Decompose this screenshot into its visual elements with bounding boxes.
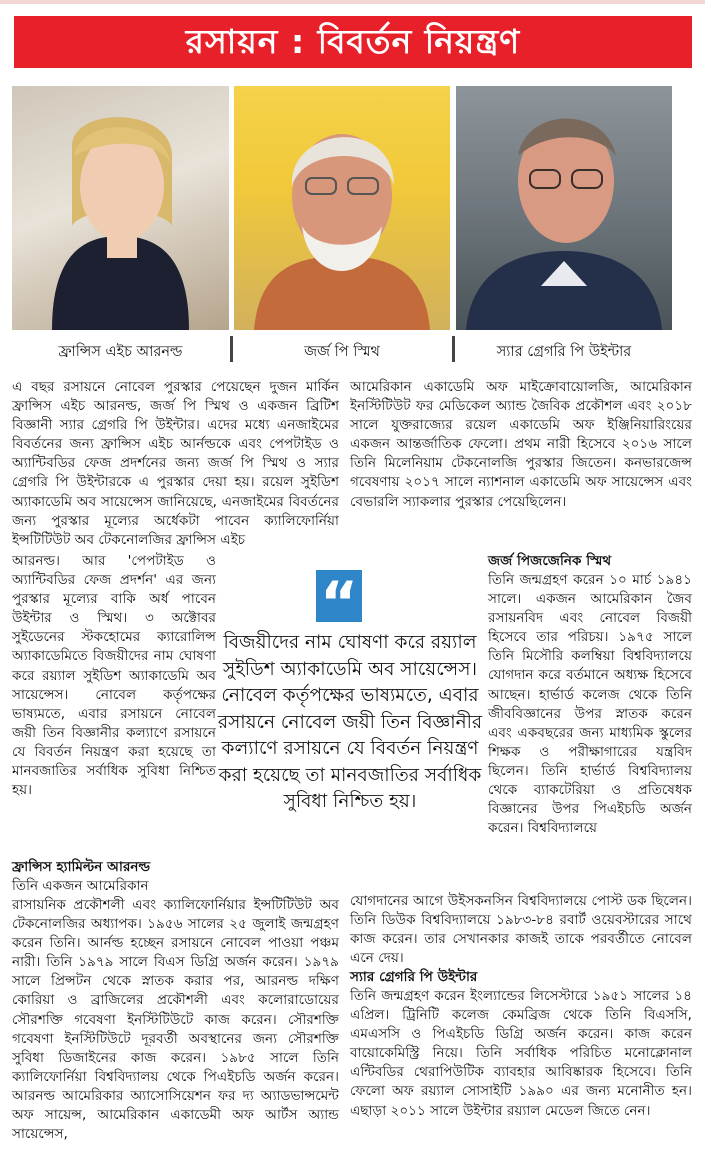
smith-text: তিনি জন্মগ্রহণ করেন ১০ মার্চ ১৯৪১ সালে। একজন আমেরিকান জৈব রসায়নবিদ এবং নোবেল বিজয়ী হিসেবে তার পরিচয়। ১৯৭৫ সালে তিনি মিসৌরি কলম্বিয়া বিশ্ববিদ্যালয়ে যোগদান করে বর্তমানে অধ্যক্ষ হিসেবে আছেন। হার্ভার্ড কলেজ থেকে তিনি জীববিজ্ঞানের উপর স্নাতক করেন এবং একবছরের জন্য মাধ্যমিক স্কুলের শিক্ষক ও পরীক্ষাগারের যন্ত্রবিদ ছিলেন। তিনি হার্ভার্ড বিশ্ববিদ্যালয় থেকে ব্যাকটেরিয়া ও প্রতিষেধক বিজ্ঞানের উপর পিএইচডি অর্জন করেন। বিশ্ববিদ্যালয়ে <box>488 572 692 837</box>
winter-text: তিনি জন্মগ্রহণ করেন ইংল্যান্ডের লিসেস্টারে ১৯৫১ সালের ১৪ এপ্রিল। ট্রিনিটি কলেজ কেমব্রিজ থেকে তিনি বিএসসি, এমএসসি ও পিএইচডি ডিগ্রি অর্জন করেন। কাজ করেন বায়োকেমিস্ট্রি নিয়ে। তিনি সর্বাধিক পরিচিত মনোক্লোনাল এন্টিবডির থেরাপিউটিক ব্যাবহার আবিষ্কারক হিসেবে। তিনি ফেলো অফ রয়্যাল সোসাইটি ১৯৯০ এর জন্য মনোনীত হন। এছাড়া ২০১১ সালে উইন্টার রয়্যাল মেডেল জিতে নেন। <box>350 988 692 1119</box>
arnold-text: রাসায়নিক প্রকৌশলী এবং ক্যালিফোর্নিয়ার ইন্সটিটিউট অব টেকনোলজির অধ্যাপক। ১৯৫৬ সালের ২৫ জুলাই জন্মগ্রহণ করেন তিনি। আর্নল্ড হচ্ছেন রসায়নে নোবেল পাওয়া পঞ্চম নারী। তিনি ১৯৭৯ সালে বিএস ডিগ্রি অর্জন করেন। ১৯৭৯ সালে প্রিন্সটন থেকে স্নাতক করার পর, আরনল্ড দক্ষিণ কোরিয়া ও ব্রাজিলের প্রকৌশলী এবং কলোরাডোয়ের সৌরশক্তি গবেষণা ইনস্টিটিউটে কাজ করেন। সৌরশক্তি গবেষণা ইনস্টিটিউটে দূরবর্তী অবস্থানের জন্য সৌরশক্তি সুবিধা ডিজাইনের কাজ করেন। ১৯৮৫ সালে তিনি ক্যালিফোর্নিয়া বিশ্ববিদ্যালয় থেকে পিএইচডি অর্জন করেন। আরনল্ড আমেরিকার অ্যাসোসিয়েশন ফর দ্য অ্যাডভান্সমেন্ট অফ সায়েন্স, আমেরিকান একাডেমী অফ আর্টস অ্যান্ড সায়েন্সেস, <box>12 897 339 1143</box>
photo-george-smith <box>234 86 450 330</box>
arnold-line1: তিনি একজন আমেরিকান <box>12 878 149 894</box>
arnold-continued: আমেরিকান একাডেমি অফ মাইক্রোবায়োলজি, আমেরিকান ইনস্টিটিউট ফর মেডিকেল অ্যান্ড জৈবিক প্রকৌশল এবং ২০১৮ সালে যুক্তরাজ্যের রয়েল একাডেমি অফ ইঞ্জিনিয়ারিংয়ের একজন আন্তর্জাতিক ফেলো। প্রথম নারী হিসেবে ২০১৬ সালে তিনি মিলেনিয়াম টেকনোলজি পুরস্কার জিতেন। কনভারজেন্স গবেষণায় ২০১৭ সালে ন্যাশনাল একাডেমি অফ সায়েন্সেস এবং বেভারলি স্যাকলার পুরস্কার পেয়েছিলেন। <box>350 379 692 510</box>
photo-gregory-winter <box>456 86 672 330</box>
caption-arnold: ফ্রান্সিস এইচ আরনল্ড <box>58 344 183 360</box>
quote-icon: “ <box>316 570 362 622</box>
section-head-arnold: ফ্রান্সিস হ্যামিল্টন আরনল্ড <box>12 859 151 875</box>
caption-divider <box>452 336 455 362</box>
pull-quote: বিজয়ীদের নাম ঘোষণা করে রয়্যাল সুইডিশ অ্যাকাডেমি অব সায়েন্সেস। নোবেল কর্তৃপক্ষের ভাষ্যমতে, এবার রসায়নে নোবেল জয়ী তিন বিজ্ঞানীর কল্যাণে রসায়নে যে বিবর্তন নিয়ন্ত্রণ করা হয়েছে তা মানবজাতির সর্বাধিক সুবিধা নিশ্চিত হয়। <box>217 632 483 812</box>
section-head-winter: স্যার গ্রেগরি পি উইন্টার <box>350 969 478 985</box>
caption-winter: স্যার গ্রেগরি পি উইন্টার <box>496 344 632 360</box>
caption-divider <box>230 336 233 362</box>
photo-frances-arnold <box>12 86 229 330</box>
caption-smith: জর্জ পি স্মিথ <box>304 344 380 360</box>
intro-text-2: আরনল্ড। আর 'পেপটাইড ও অ্যান্টিবডির ফেজ প্রদর্শন' এর জন্য পুরস্কার মূল্যের বাকি অর্ধ পাবেন উইন্টার ও স্মিথ। ৩ অক্টোবর সুইডেনের স্টকহোমের ক্যারোলিন্স অ্যাকাডেমিতে বিজয়ীদের নাম ঘোষণা করে রয়্যাল সুইডিশ অ্যাকাডেমি অব সায়েন্সেস। নোবেল কর্তৃপক্ষের ভাষ্যমতে, এবার রসায়নে নোবেল জয়ী তিন বিজ্ঞানীর কল্যাণে রসায়নে যে বিবর্তন নিয়ন্ত্রণ করা হয়েছে তা মানবজাতির সর্বাধিক সুবিধা নিশ্চিত হয়। <box>12 553 216 799</box>
section-head-smith: জর্জ পিজজেনিক স্মিথ <box>488 553 612 569</box>
intro-text-1: এ বছর রসায়নে নোবেল পুরস্কার পেয়েছেন দুজন মার্কিন ফ্রান্সিস এইচ আরনল্ড, জর্জ পি স্মিথ ও একজন ব্রিটিশ বিজ্ঞানী স্যার গ্রেগরি পি উইন্টার। এদের মধ্যে এনজাইমের বিবর্তনের জন্য ফ্রান্সিস এইচ আর্নল্ডকে এবং পেপটাইড ও অ্যান্টিবডির ফেজ প্রদর্শনের জন্য জর্জ পি স্মিথ ও স্যার গ্রেগরি পি উইন্টারকে এ পুরস্কার দেয়া হয়। রয়েল সুইডিশ অ্যাকাডেমি অব সায়েন্সেস জানিয়েছে, এনজাইমের বিবর্তনের জন্য পুরস্কার মূল্যের অর্ধেকটা পাবেন ক্যালিফোর্নিয়া ইন্সটিটিউট অব টেকনোলজির ফ্রান্সিস এইচ <box>12 379 339 548</box>
top-strip <box>0 0 705 4</box>
page-title: রসায়ন : বিবর্তন নিয়ন্ত্রণ <box>14 16 692 68</box>
smith-continued: যোগদানের আগে উইসকনসিন বিশ্ববিদ্যালয়ে পোস্ট ডক ছিলেন। তিনি ডিউক বিশ্ববিদ্যালয়ে ১৯৮৩-৮৪ রবার্ট ওয়েবস্টারের সাথে কাজ করেন। তার সেখানকার কাজই তাকে পরবর্তীতে নোবেল এনে দেয়। <box>350 893 692 967</box>
